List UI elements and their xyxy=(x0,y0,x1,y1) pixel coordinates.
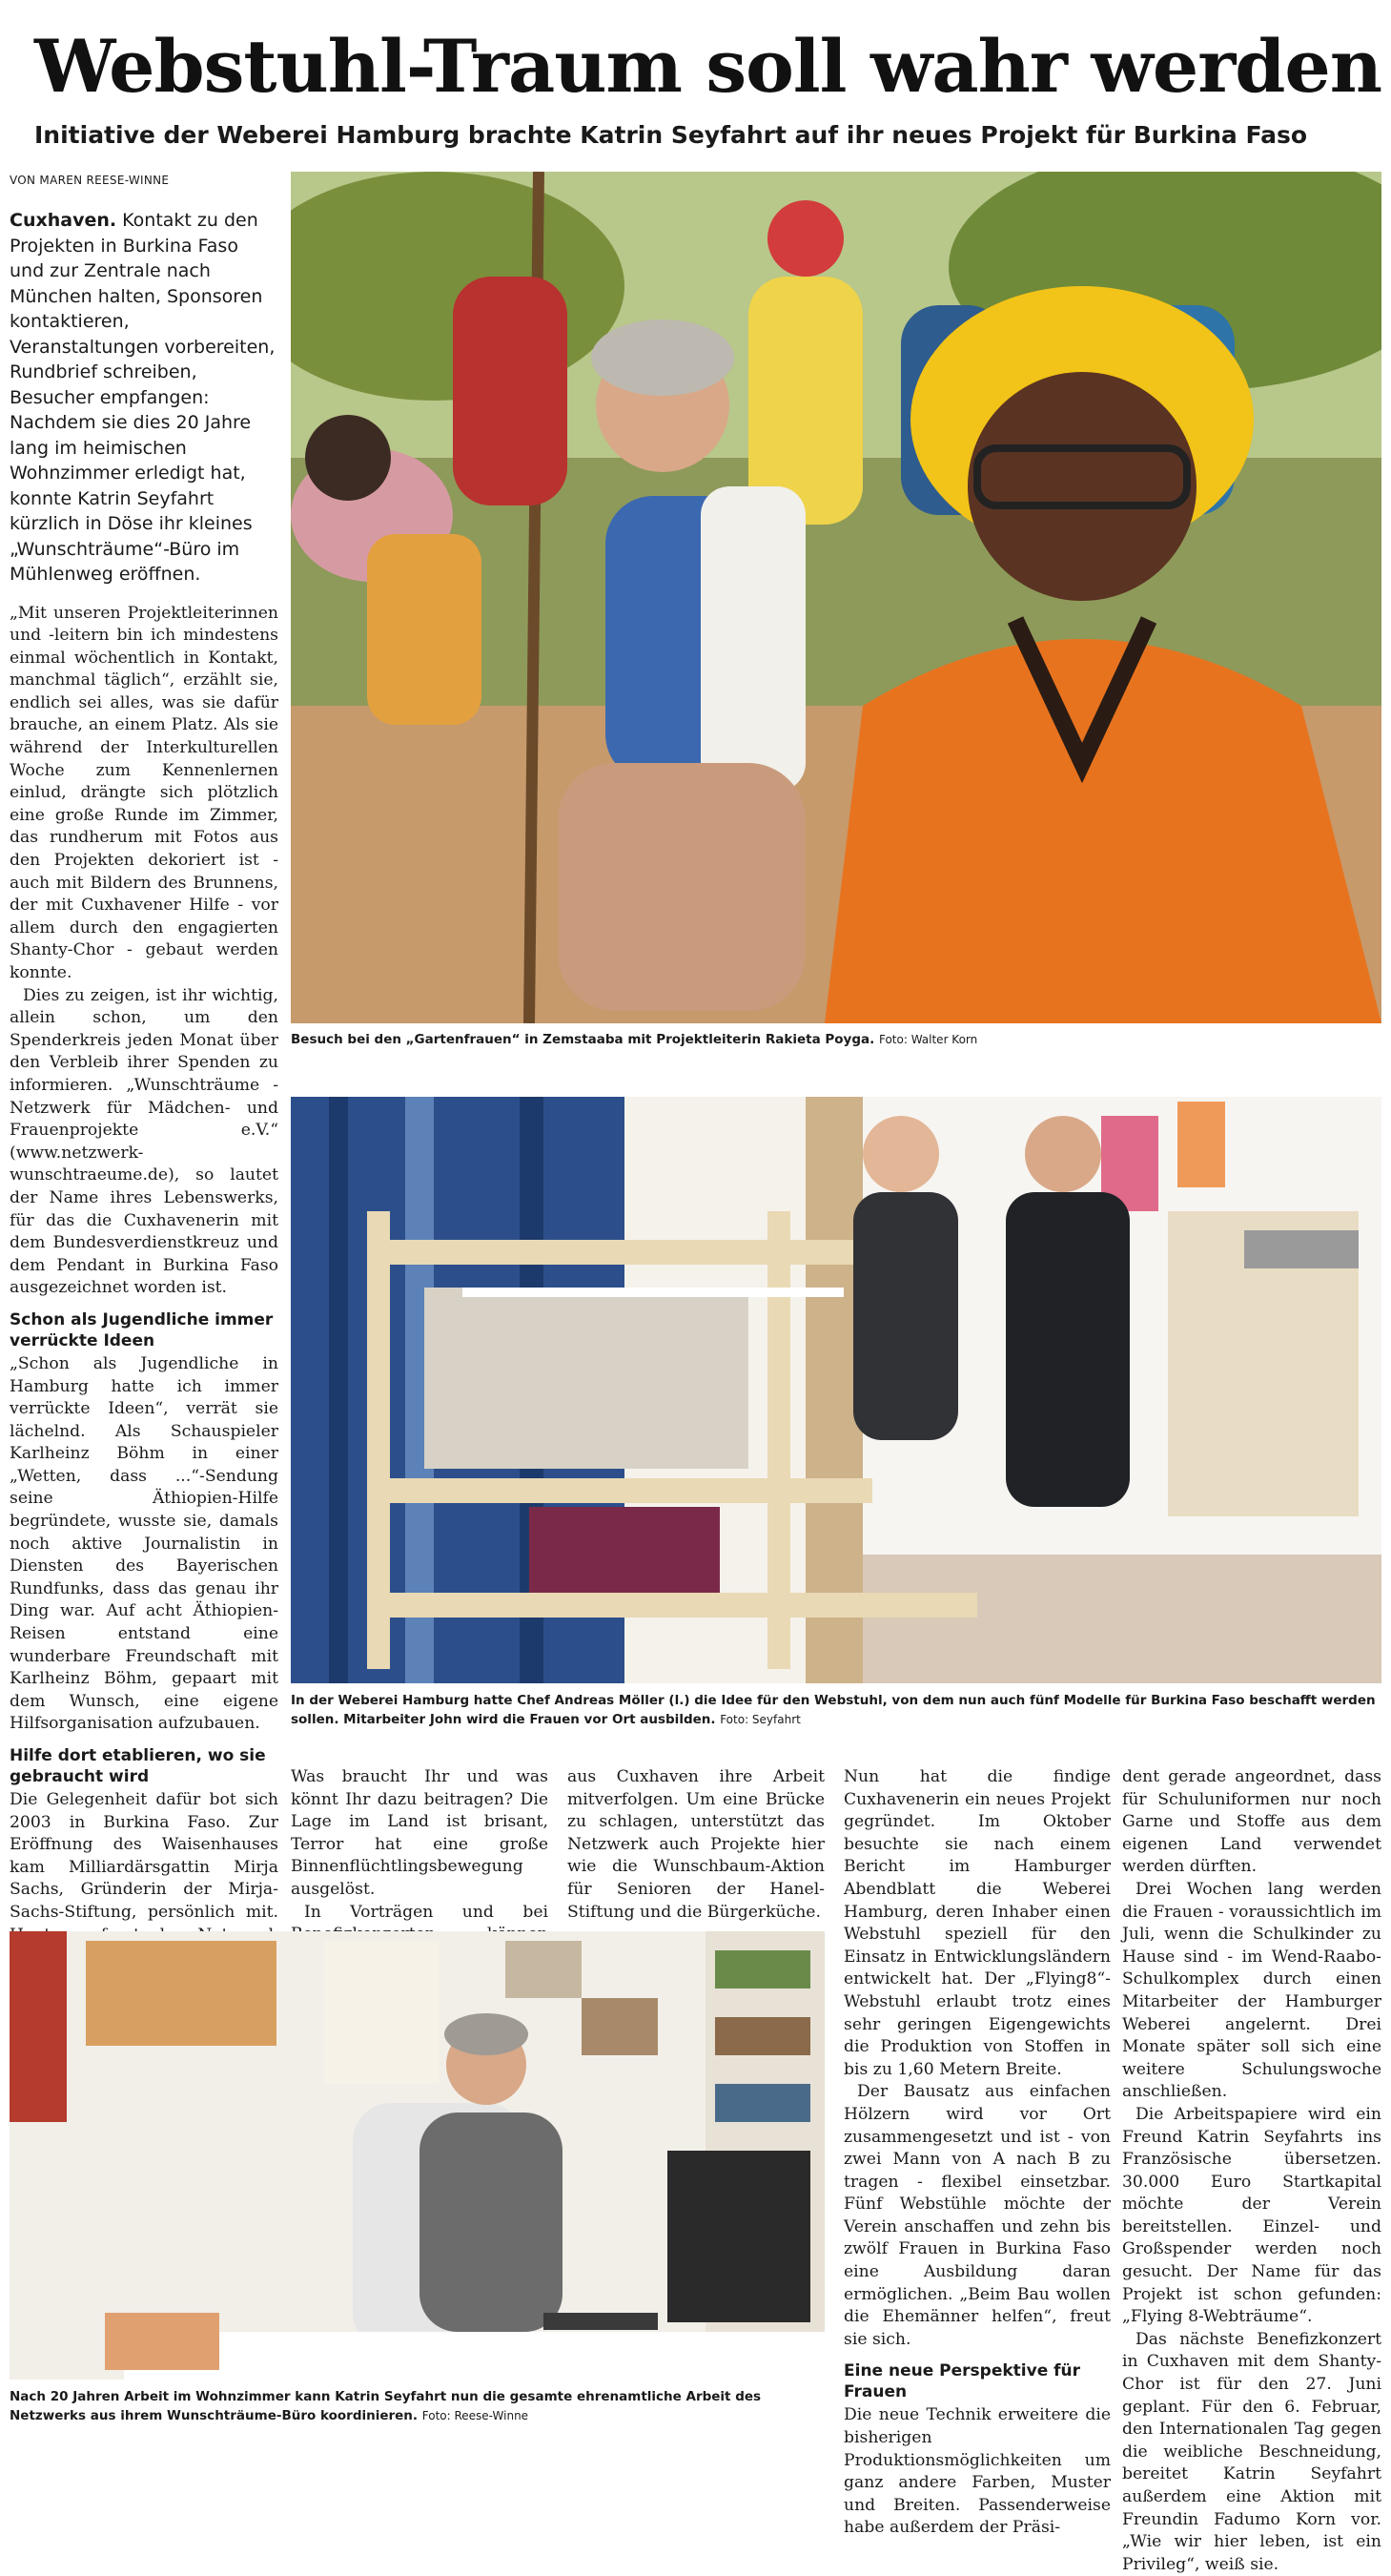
column-4 xyxy=(844,1766,1111,2540)
body-paragraph: Die Gelegenheit dafür bot sich 2003 in Burkina Faso. Zur Eröffnung des Waisenhauses kam Milliardärsgattin Mirja Sachs, Gründerin der Mirja-Sachs-Stiftung, persönlich mit. xyxy=(10,1790,278,1922)
headline: Webstuhl-Traum soll wahr werden xyxy=(34,24,1381,109)
body-paragraph: Der Bausatz aus einfachen Hölzern wird vor Ort zusammengesetzt und ist - von zwei Mann von A nach B zu tragen - flexibel einsetzbar. Fünf Webstühle möchte der Verein anschaffen und zehn bis zwölf Frauen in Burkina Faso eine Ausbildung daran ermöglichen. „Beim Bau wollen die Ehemänner helfen“, freut sie sich. xyxy=(844,2082,1111,2349)
column-5 xyxy=(1122,1766,1381,2576)
body-paragraph: aus Cuxhaven ihre Arbeit mitverfolgen. Um eine Brücke zu schlagen, unterstützt das Netzwerk auch Projekte hier wie die Wunschbaum-Aktion für Senioren der Hanel-Stiftung und die Bürgerküche. xyxy=(567,1767,825,1922)
subheadline: Initiative der Weberei Hamburg brachte Katrin Seyfahrt auf ihr neues Projekt für Burkina Faso xyxy=(34,121,1307,149)
subhead: Eine neue Perspektive für Frauen xyxy=(844,2361,1081,2402)
photo-credit: Foto: Seyfahrt xyxy=(720,1713,801,1726)
photo-weberei xyxy=(291,1097,1381,1683)
photo-buero xyxy=(10,1931,825,2380)
body-paragraph: Die neue Technik erweitere die bisherigen Produktionsmöglichkeiten um ganz andere Farben, Muster und Breiten. Passenderweise habe außerdem der Präsi- xyxy=(844,2405,1111,2538)
lead-paragraph xyxy=(10,208,278,587)
photo-gartenfrauen xyxy=(291,172,1381,1023)
body-paragraph: Das nächste Benefizkonzert in Cuxhaven mit dem Shanty-Chor ist für den 27. Juni geplant. Für den 6. Februar, den Internationalen Tag gegen die weibliche Beschneidung, bereitet Katrin Seyfahrt außerdem eine Aktion mit Freundin Fadumo Korn vor. „Wie wir hier leben, ist ein Privileg“, weiß sie. xyxy=(1122,2329,1381,2574)
body-paragraph: In Vorträgen und bei xyxy=(304,1902,548,1922)
caption-text: Besuch bei den „Gartenfrauen“ in Zemstaaba mit Projektleiterin Rakieta Poyga. xyxy=(291,1032,875,1047)
column-3 xyxy=(567,1766,825,1924)
caption-text: In der Weberei Hamburg hatte Chef Andreas Möller (l.) die Idee für den Webstuhl, von dem nun auch fünf Modelle für Burkina Faso beschafft werden sollen. Mitarbeiter John wird die Frauen vor Ort ausbilden. xyxy=(291,1693,1376,1727)
column-1 xyxy=(10,208,278,2216)
body-paragraph: Die Arbeitspapiere wird ein Freund Katrin Seyfahrts ins Französische übersetzen. 30.000 Euro Startkapital möchte der Verein bereitstellen. Einzel- und Großspender werden noch gesucht. Der Name für das Projekt ist schon gefunden: „Flying 8-Webträume“. xyxy=(1122,2104,1381,2327)
subhead: Hilfe dort etablieren, wo sie gebraucht wird xyxy=(10,1746,266,1786)
body-paragraph: Dies zu zeigen, ist ihr wichtig, allein schon, um den Spenderkreis jeden Monat über den Verbleib ihrer Spenden zu informieren. „Wunschträume - Netzwerk für Mädchen- und Frauenprojekte e.V.“ (www.netzwerk-wunschtraeume.de), so lautet der Name ihres Lebenswerks, für das die Cuxhavenerin mit dem Bundesverdienstkreuz und dem Pendant in Burkina Faso ausgezeichnet worden ist. xyxy=(10,985,278,1298)
dateline: Cuxhaven. xyxy=(10,210,117,231)
photo-caption-1 xyxy=(291,1030,1381,1049)
body-paragraph: „Schon als Jugendliche in Hamburg hatte ich immer verrückte Ideen“, verrät sie lächelnd. Als Schauspieler Karlheinz Böhm in einer „Wetten, dass ...“-Sendung seine Äthiopien-Hilfe begründete, wusste sie, damals noch aktive Journalistin in Diensten des Bayerischen Rundfunks, dass das genau ihr Ding war. Auf acht Äthiopien-Reisen entstand eine wunderbare Freundschaft mit Karlheinz Böhm, gepaart mit dem Wunsch, eine eigene Hilfsorganisation aufzubauen. xyxy=(10,1353,278,1734)
body-paragraph: Was braucht Ihr und was könnt Ihr dazu beitragen? Die Lage im Land ist brisant, Terror hat eine große Binnenflüchtlingsbewegung ausgelöst. xyxy=(291,1767,548,1899)
body-paragraph: dent gerade angeordnet, dass für Schuluniformen nur noch Garne und Stoffe aus dem eigenen Land verwendet werden dürften. xyxy=(1122,1767,1381,1877)
photo-caption-3 xyxy=(10,2387,825,2425)
subhead: Schon als Jugendliche immer verrückte Ideen xyxy=(10,1309,274,1350)
photo-credit: Foto: Walter Korn xyxy=(878,1033,978,1046)
lead-text: Kontakt zu den Projekten in Burkina Faso und zur Zentrale nach München halten, Sponsoren kontaktieren, Veranstaltungen vorbereiten, Rundbrief schreiben, Besucher empfangen: Nachdem sie dies 20 Jahre lang im heimischen Wohnzimmer erledigt hat, konnte Katrin Seyfahrt kürzlich in Döse ihr kleines „Wunschträume“-Büro im Mühlenweg eröffnen. xyxy=(10,210,276,585)
photo-caption-2 xyxy=(291,1691,1381,1729)
photo-credit: Foto: Reese-Winne xyxy=(421,2409,529,2422)
body-paragraph: Nun hat die findige Cuxhavenerin ein neues Projekt gegründet. Im Oktober besuchte sie nach einem Bericht im Hamburger Abendblatt die Weberei Hamburg, deren Inhaber einen Webstuhl speziell für den Einsatz in Entwicklungsländern entwickelt hat. Der „Flying8“-Webstuhl erlaubt trotz eines sehr geringen Eigengewichts die Produktion von Stoffen in bis zu 1,60 Metern Breite. xyxy=(844,1767,1111,2079)
caption-text: Nach 20 Jahren Arbeit im Wohnzimmer kann Katrin Seyfahrt nun die gesamte ehrenamtliche Arbeit des Netzwerks aus ihrem Wunschträume-Büro koordinieren. xyxy=(10,2389,762,2423)
body-paragraph: Drei Wochen lang werden die Frauen - voraussichtlich im Juli, wenn die Schulkinder zu Hause sind - im Wend-Raabo-Schulkomplex durch einen Mitarbeiter der Hamburger Weberei angelernt. Drei Monate später soll sich eine weitere Schulungswoche anschließen. xyxy=(1122,1879,1381,2102)
body-paragraph: „Mit unseren Projektleiterinnen und -leitern bin ich mindestens einmal wöchentlich in Kontakt, manchmal täglich“, erzählt sie, endlich sei alles, was sie dafür brauche, an einem Platz. Als sie während der Interkulturellen Woche zum Kennenlernen einlud, drängte sich plötzlich eine große Runde im Zimmer, das rundherum mit Fotos aus den Projekten dekoriert ist - auch mit Bildern des Brunnens, der mit Cuxhavener Hilfe - vor allem durch den engagierten Shanty-Chor - gebaut werden konnte. xyxy=(10,603,278,982)
byline: VON MAREN REESE-WINNE xyxy=(10,174,170,187)
